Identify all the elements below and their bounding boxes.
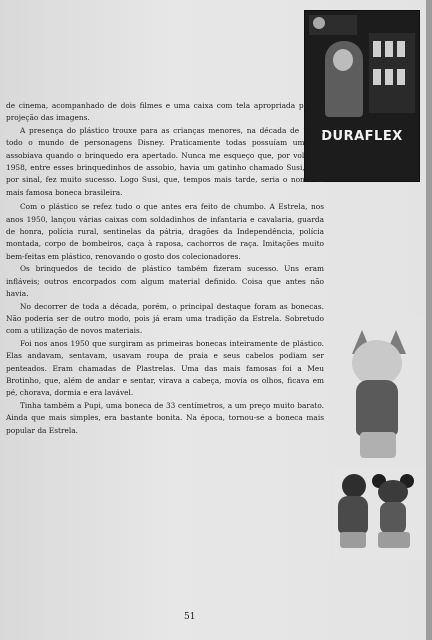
ad-bottle [385, 69, 393, 85]
ad-bottle [373, 69, 381, 85]
mouse-toy-head [378, 480, 408, 504]
paragraph-1: de cinema, acompanhado de dois filmes e uma caixa com tela apropriada para a projeção das imagens. [6, 101, 324, 123]
duck-toy-feet [340, 532, 366, 548]
cat-doll-photo [330, 318, 426, 468]
paragraph-6: Foi nos anos 1950 que surgiram as primeiras bonecas inteiramente de plástico. Elas andavam, sentavam, usavam roupa de praia e seus cabelos podiam ser penteados. Eram chamadas de Plastrelas. Uma das mais famosas foi a Meu Brotinho, que, além de andar e sentar, virava a cabeça, movia os olhos, ficava em pé, chorava, dormia e era lavável. [6, 338, 324, 398]
doll-body [356, 380, 398, 436]
page-edge-shadow [426, 0, 432, 640]
doll-base [360, 432, 396, 458]
ad-woman-face [333, 49, 353, 71]
disney-toys-photo [334, 468, 426, 560]
paragraph-3: Com o plástico se refez tudo o que antes era feito de chumbo. A Estrela, nos anos 1950, lançou várias caixas com soldadinhos de infantaria e cavalaria, guarda de honra, polícia rural, sentinelas da pátria, dragões da Independência, polícia montada, corpo de bombeiros, caça à raposa, cachorros de raça. Imitações muito bem-feitas em plástico, renovando o gosto dos colecionadores. [6, 202, 324, 261]
ad-brand-title: DURAFLEX [321, 129, 403, 144]
ad-logo-emblem [313, 17, 325, 29]
ad-bottle [385, 41, 393, 57]
paragraph-7: Tinha também a Pupi, uma boneca de 33 centímetros, a um preço muito barato. Ainda que mais simples, era bastante bonita. Na época, tornou-se a boneca mais popular da Estrela. [6, 400, 324, 435]
ad-bottle [373, 41, 381, 57]
page-number: 51 [184, 612, 196, 622]
paragraph-2: A presença do plástico trouxe para as crianças menores, na década de 1950, todo o mundo de personagens Disney. Praticamente todas possuíam um que assobiava quando o brinquedo era apertado. Nunca me esqueço que, por volta de 1958, entre esses brinquedinhos de assobio, havia um gatinho chamado Susi, que, por sinal, fez muito sucesso. Logo Susi, que, tempos mais tarde, seria o nome da mais famosa boneca brasileira. [6, 125, 324, 197]
ad-bottle [397, 69, 405, 85]
ad-product-shelf [369, 33, 415, 113]
mouse-toy-body [380, 502, 406, 534]
mouse-toy-feet [378, 532, 410, 548]
body-text [6, 100, 324, 437]
ad-bottle [397, 41, 405, 57]
paragraph-5: No decorrer de toda a década, porém, o principal destaque foram as bonecas. Não poderia ser de outro modo, pois já eram uma tradição da Estrela. Sobretudo com a utilização de novos materiais. [6, 301, 324, 336]
paragraph-4: Os brinquedos de tecido de plástico também fizeram sucesso. Uns eram infláveis; outros encorpados com algum material definido. Coisa que antes não havia. [6, 264, 324, 299]
duck-toy-body [338, 496, 368, 534]
duck-toy-head [342, 474, 366, 498]
